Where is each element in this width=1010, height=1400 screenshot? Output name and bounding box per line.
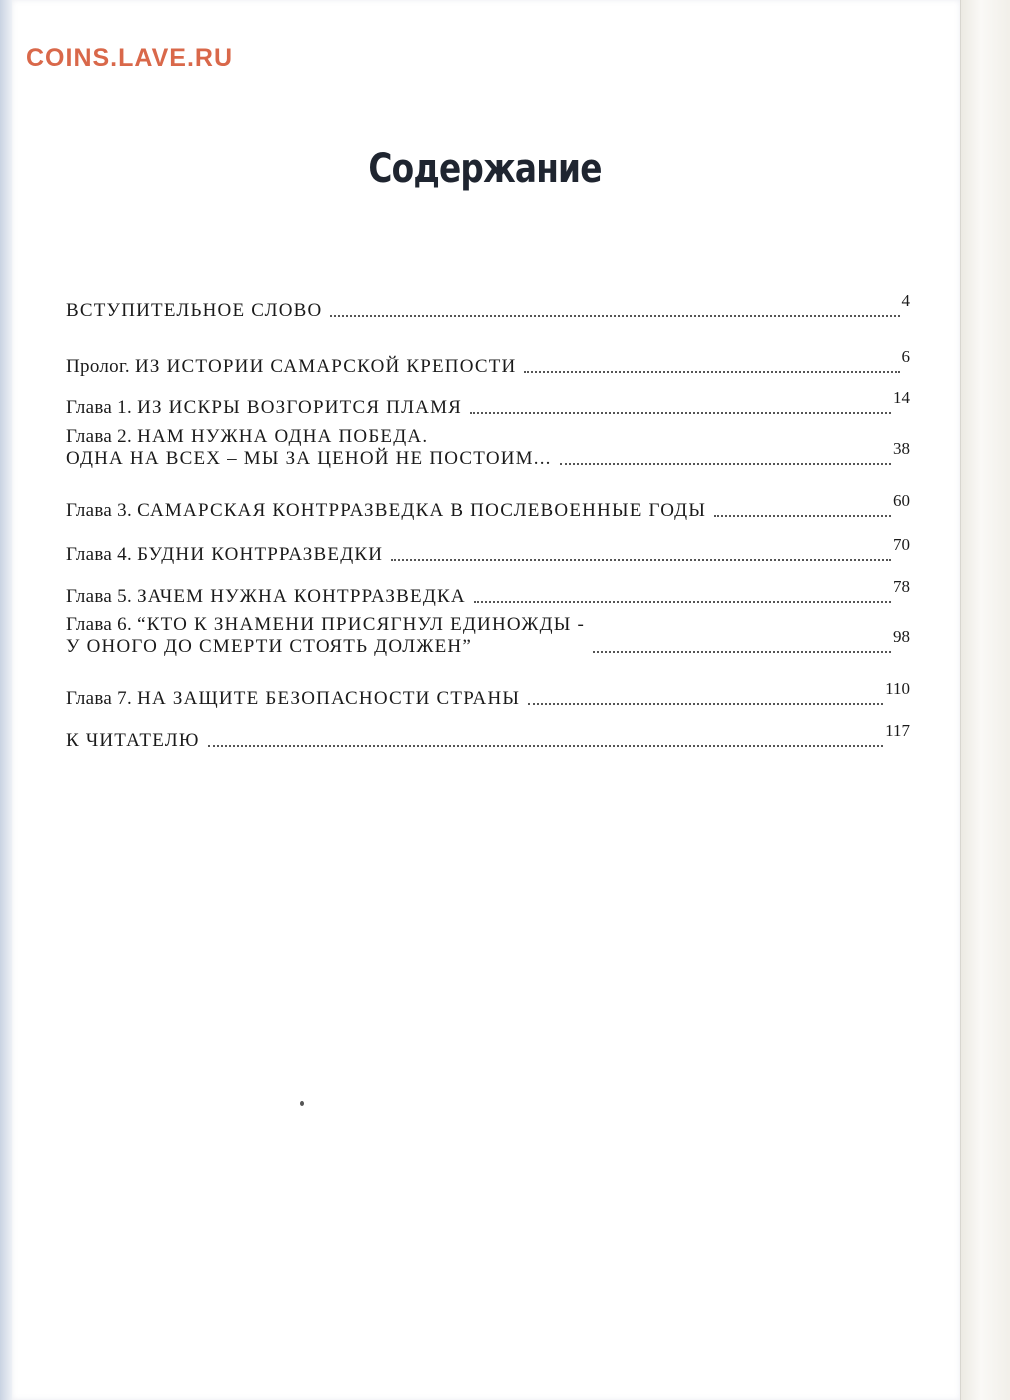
toc-page-number: 14 (893, 388, 910, 407)
toc-page-number: 78 (893, 577, 910, 596)
toc-entry (66, 426, 910, 470)
toc-entry-title (66, 730, 200, 752)
toc-entry (66, 720, 910, 752)
toc-entry-prefix: Пролог. (66, 356, 136, 377)
dot-leader (593, 651, 891, 653)
toc-entry (66, 346, 910, 378)
toc-entry-title (66, 614, 585, 658)
dot-leader (560, 463, 891, 465)
toc-page-number: 117 (885, 721, 910, 740)
watermark: COINS.LAVE.RU (26, 44, 233, 72)
dot-leader (208, 745, 884, 747)
toc-entry-prefix: Глава 3. (66, 500, 138, 521)
toc-entry (66, 490, 910, 522)
page-title: Содержание (368, 146, 602, 192)
toc-entry (66, 614, 910, 658)
toc-entry-prefix: Глава 1. (66, 397, 138, 418)
toc-entry-prefix: Глава 4. (66, 544, 138, 565)
toc-entry-title (66, 300, 322, 322)
toc-page-number: 60 (893, 491, 910, 510)
toc-entry (66, 576, 910, 608)
toc-page-number: 110 (885, 679, 910, 698)
toc-page-number: 38 (893, 439, 910, 458)
toc-entry-line: ВСТУПИТЕЛЬНОЕ СЛОВО (66, 300, 323, 321)
toc-entry-line: Глава 5. ЗАЧЕМ НУЖНА КОНТРРАЗВЕДКА (66, 586, 466, 607)
toc-entry-line: Глава 2. НАМ НУЖНА ОДНА ПОБЕДА. (66, 426, 429, 447)
toc-entry (66, 534, 910, 566)
scan-speck (300, 1101, 304, 1106)
dot-leader (524, 371, 899, 373)
toc-entry (66, 387, 910, 419)
toc-entry-line: Пролог. ИЗ ИСТОРИИ САМАРСКОЙ КРЕПОСТИ (66, 356, 517, 377)
toc-entry-title (66, 688, 520, 710)
toc-entry-line: У ОНОГО ДО СМЕРТИ СТОЯТЬ ДОЛЖЕН” (66, 636, 472, 657)
toc-entry-line: К ЧИТАТЕЛЮ (66, 730, 200, 751)
toc-page-number: 4 (901, 291, 910, 310)
toc-entry-title (66, 356, 516, 378)
toc-page-number: 6 (901, 347, 910, 366)
toc-page-number: 70 (893, 535, 910, 554)
toc-page-number: 98 (893, 627, 910, 646)
toc-entry (66, 290, 910, 322)
toc-entry-line: Глава 6. “КТО К ЗНАМЕНИ ПРИСЯГНУЛ ЕДИНОЖДЫ - (66, 614, 585, 635)
toc-entry-title (66, 544, 383, 566)
toc-entry-title (66, 500, 706, 522)
toc-entry-line: Глава 7. НА ЗАЩИТЕ БЕЗОПАСНОСТИ СТРАНЫ (66, 688, 521, 709)
toc-entry-line: Глава 3. САМАРСКАЯ КОНТРРАЗВЕДКА В ПОСЛЕВОЕННЫЕ ГОДЫ (66, 500, 707, 521)
dot-leader (470, 412, 891, 414)
toc-entry-line: Глава 4. БУДНИ КОНТРРАЗВЕДКИ (66, 544, 384, 565)
scan-edge-right (960, 0, 1010, 1400)
dot-leader (714, 515, 891, 517)
toc-entry-line: ОДНА НА ВСЕХ – МЫ ЗА ЦЕНОЙ НЕ ПОСТОИМ... (66, 448, 552, 469)
toc-entry-prefix: Глава 5. (66, 586, 138, 607)
toc-entry-prefix: Глава 7. (66, 688, 138, 709)
dot-leader (330, 315, 899, 317)
toc-entry-prefix: Глава 6. (66, 614, 138, 635)
scan-edge-left (0, 0, 12, 1400)
dot-leader (528, 703, 883, 705)
toc-entry-title (66, 586, 466, 608)
dot-leader (474, 601, 891, 603)
dot-leader (391, 559, 891, 561)
toc-entry-title (66, 397, 462, 419)
toc-entry-title (66, 426, 552, 470)
toc-entry (66, 678, 910, 710)
toc-entry-prefix: Глава 2. (66, 426, 138, 447)
toc-entry-line: Глава 1. ИЗ ИСКРЫ ВОЗГОРИТСЯ ПЛАМЯ (66, 397, 463, 418)
